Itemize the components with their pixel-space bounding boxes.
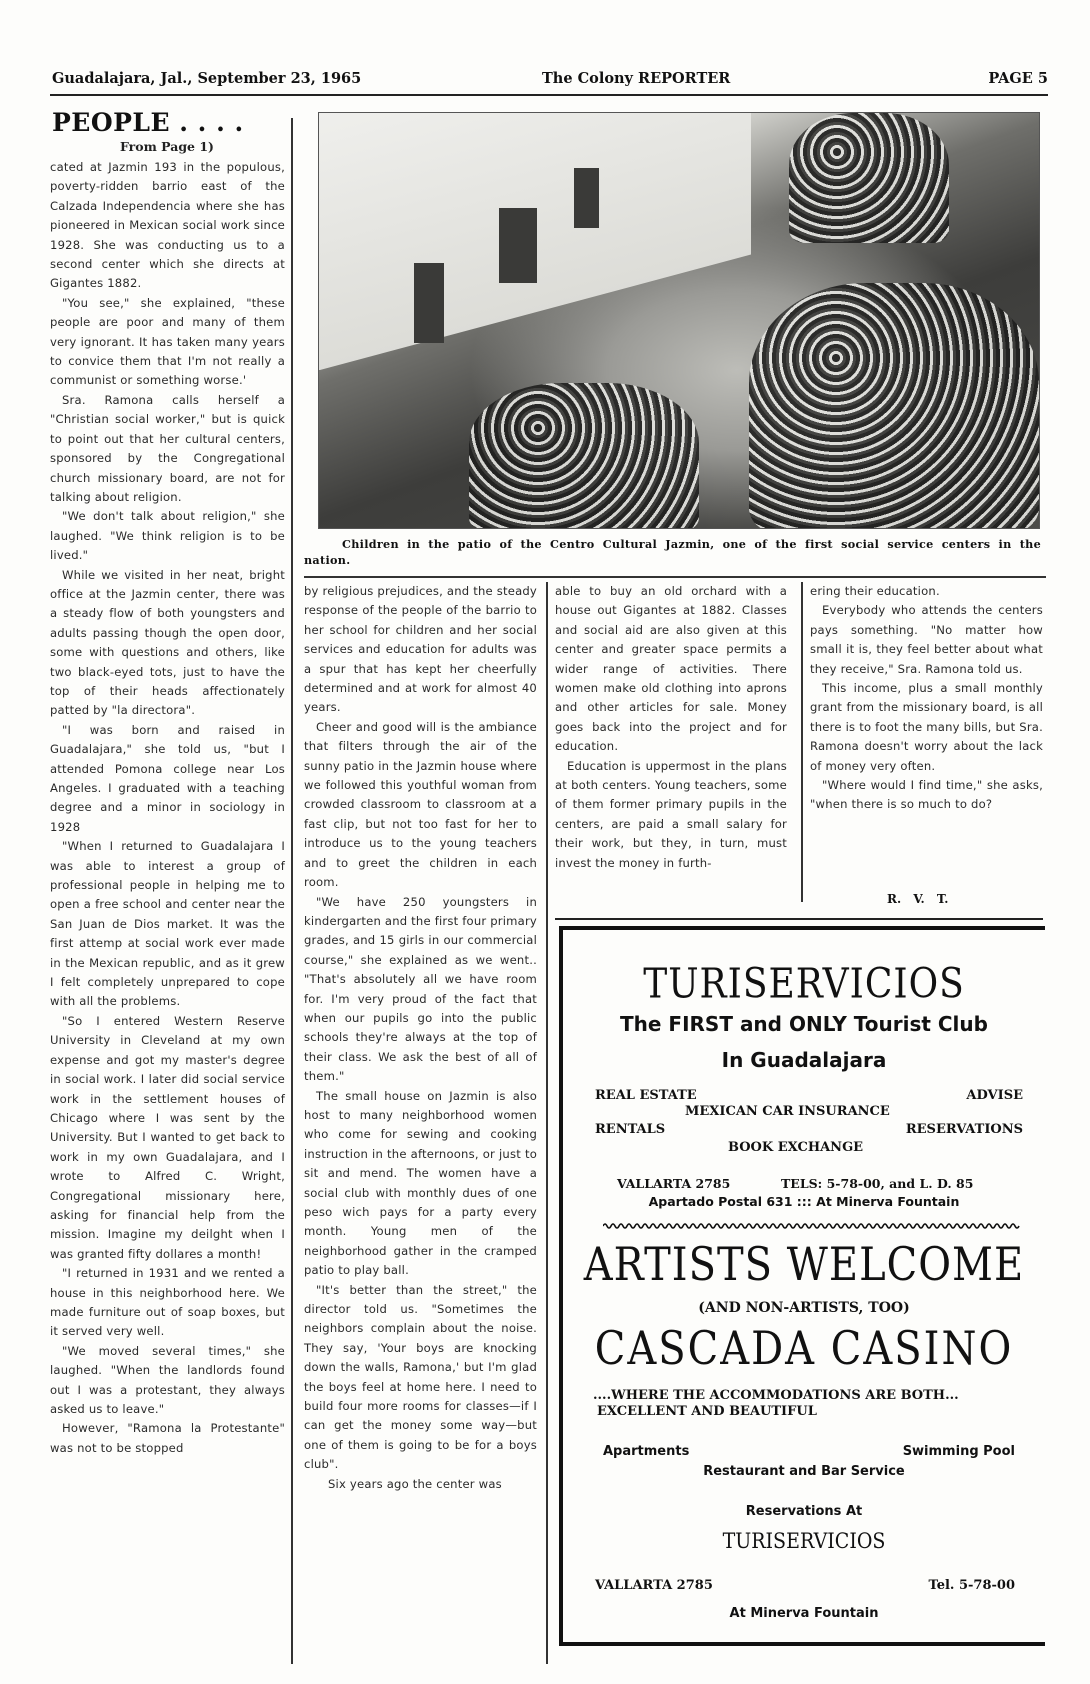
paragraph: While we visited in her neat, bright office at the Jazmin center, there was a steady flow of both youngsters and adults passing though the open door, some with questions and others, like two black-eyed tots, just to have the top of their heads affectionately patted by "la directora". [50,567,285,718]
paragraph: Education is uppermost in the plans at both centers. Young teachers, some of them former primary pupils in the centers, are paid a small salary for their work, but they, in turn, must invest the money in furth- [555,758,787,870]
ad-title: TURISERVICIOS [643,960,965,1009]
ad-top-rule [555,918,1043,920]
masthead-rule [50,94,1048,96]
casino-address: VALLARTA 2785 [595,1578,713,1593]
ad-phones: TELS: 5-78-00, and L. D. 85 [781,1176,974,1191]
news-photo [318,112,1040,529]
column-divider [291,118,293,1664]
paragraph: "I returned in 1931 and we rented a house in this neighborhood here. We made furniture out of soap boxes, but it served very well. [50,1266,285,1339]
service-book-exchange: BOOK EXCHANGE [728,1140,864,1155]
photo-doorway [574,168,599,228]
continued-from-label: From Page 1) [120,139,214,154]
ad-postal: Apartado Postal 631 ::: At Minerva Fountain [648,1194,960,1209]
casino-subhead: (AND NON-ARTISTS, TOO) [698,1300,910,1316]
service-advise: ADVISE [966,1088,1023,1103]
column-divider [801,582,803,902]
paragraph: Everybody who attends the centers pays something. "No matter how small it is, they feel better about what they receive," Sra. Ramona told us. [810,603,1043,676]
paragraph: The small house on Jazmin is also host to many neighborhood women who come for sewing and cooking instruction in the afternoons, or just to sit and mend. The women have a social club with monthly dues of one peso wich pays for a party every month. Young men of the neighborhood gather in the cramped patio to play ball. [304,1088,537,1278]
paragraph: "Where would I find time," she asks, "when there is so much to do? [810,778,1043,812]
article-byline: R. V. T. [887,892,949,906]
paragraph: "We moved several times," she laughed. "When the landlords found out I was a protestant, they always asked us to leave." [50,1343,285,1416]
casino-phone: Tel. 5-78-00 [928,1578,1015,1593]
service-real-estate: REAL ESTATE [595,1088,697,1103]
casino-tagline: ....WHERE THE ACCOMMODATIONS ARE BOTH... [593,1388,959,1403]
paragraph: Sra. Ramona calls herself a "Christian social worker," but is quick to point out that her cultural centers, sponsored by the Congregational church missionary board, are not for talking about religion. [50,392,285,504]
article-column-3 [555,582,787,873]
ad-address: VALLARTA 2785 [617,1176,731,1191]
newspaper-name: The Colony REPORTER [542,70,731,87]
photo-crowd [789,113,949,243]
article-headline: PEOPLE . . . . [52,108,244,137]
paragraph: "We have 250 youngsters in kindergarten and the first four primary grades, and 15 girls in our commercial course," she explained as we went.. "That's absolutely all we have room for. I'm very proud of the fact that when our pupils go into the public schools they're always at the top of their class. We ask the best of all of them." [304,894,537,1084]
paragraph: "We don't talk about religion," she laughed. "We think religion is to be lived." [50,509,285,563]
casino-tagline-2: EXCELLENT AND BEAUTIFUL [597,1404,817,1419]
paragraph: ering their education. [810,584,940,598]
ad-tagline-city: In Guadalajara [721,1048,887,1072]
paragraph: Cheer and good will is the ambiance that filters through the air of the sunny patio in the Jazmin house where we followed this youthful woman from crowded classroom to classroom at a fast clip, but not too fast for her to introduce us to the young teachers and to greet the children in each room. [304,719,537,890]
service-rentals: RENTALS [595,1122,666,1137]
advertisement-box [559,926,1045,1646]
photo-crowd [469,383,699,529]
casino-headline: ARTISTS WELCOME [583,1238,1025,1292]
paragraph: "It's better than the street," the director told us. "Sometimes the neighbors complain about the noise. They say, 'Your boys are knocking down the walls, Ramona,' but I'm glad the boys feel at home here. I need to build four more rooms for classes—if I can get the money some way—but one of them is going to be for a boys club". [304,1282,537,1472]
paragraph: "I was born and raised in Guadalajara," she told us, "but I attended Pomona college near Los Angeles. I graduated with a teaching degree and a minor in sociology in 1928 [50,722,285,834]
article-column-1 [50,158,285,1458]
paragraph: Six years ago the center was [328,1476,502,1491]
article-column-4 [810,582,1043,815]
dateline: Guadalajara, Jal., September 23, 1965 [52,70,362,87]
paragraph: However, "Ramona la Protestante" was not to be stopped [50,1421,285,1455]
masthead [52,68,1048,92]
photo-crowd [749,283,1039,529]
paragraph: "You see," she explained, "these people are poor and many of them very ignorant. It has taken many years to convice them that I'm not really a communist or something worse.' [50,295,285,388]
amenity-apartments: Apartments [603,1444,690,1459]
casino-name: CASCADA CASINO [594,1322,1014,1376]
amenity-restaurant: Restaurant and Bar Service [703,1464,905,1479]
paragraph: by religious prejudices, and the steady response of the people of the barrio to her school for children and her social services and education for adults was a spur that has kept her cheerfully determined and at work for almost 40 years. [304,584,537,715]
paragraph: "So I entered Western Reserve University in Cleveland at my own expense and got my master's degree in social work. I later did social service work in the settlement houses of Chicago where I was sent by the University. But I wanted to get back to work in my own Guadalajara, and I wrote to Alfred C. Wright, Congregational missionary here, asking for financial help from the mission. Imagine my deilght when I was granted fifty dollares a month! [50,1013,285,1261]
column-divider [546,582,548,1664]
photo-doorway [414,263,444,343]
caption-rule [304,576,1046,578]
casino-location: At Minerva Fountain [729,1606,879,1621]
article-column-2 [304,582,537,1494]
amenity-pool: Swimming Pool [902,1444,1015,1459]
service-car-insurance: MEXICAN CAR INSURANCE [685,1104,890,1119]
photo-doorway [499,208,537,283]
photo-caption: Children in the patio of the Centro Cultural Jazmin, one of the first social service centers in the nation. [304,537,1042,567]
ad-wavy-divider [603,1222,1021,1230]
paragraph: "When I returned to Guadalajara I was able to interest a group of professional people in helping me to open a free school and center near the San Juan de Dios market. It was the first attemp at social work ever made in the Mexican republic, and as it grew I felt completely unprepared to cope with all the problems. [50,839,285,1009]
service-reservations: RESERVATIONS [905,1122,1023,1137]
reservations-agency: TURISERVICIOS [722,1528,886,1554]
reservations-label: Reservations At [745,1504,863,1519]
page-number: PAGE 5 [988,70,1048,87]
ad-tagline: The FIRST and ONLY Tourist Club [620,1012,988,1036]
paragraph: able to buy an old orchard with a house out Gigantes at 1882. Classes and social aid are also given at this center and greater space permits a wider range of activities. There women make old clothing into aprons and other articles for sale. Money goes back into the project and for education. [555,584,787,754]
paragraph: This income, plus a small monthly grant from the missionary board, is all there is to foot the many bills, but Sra. Ramona doesn't worry about the lack of money very often. [810,681,1043,773]
paragraph: cated at Jazmin 193 in the populous, poverty-ridden barrio east of the Calzada Independencia where she has pioneered in Mexican social work since 1928. She was conducting us to a second center which she directs at Gigantes 1882. [50,160,285,291]
